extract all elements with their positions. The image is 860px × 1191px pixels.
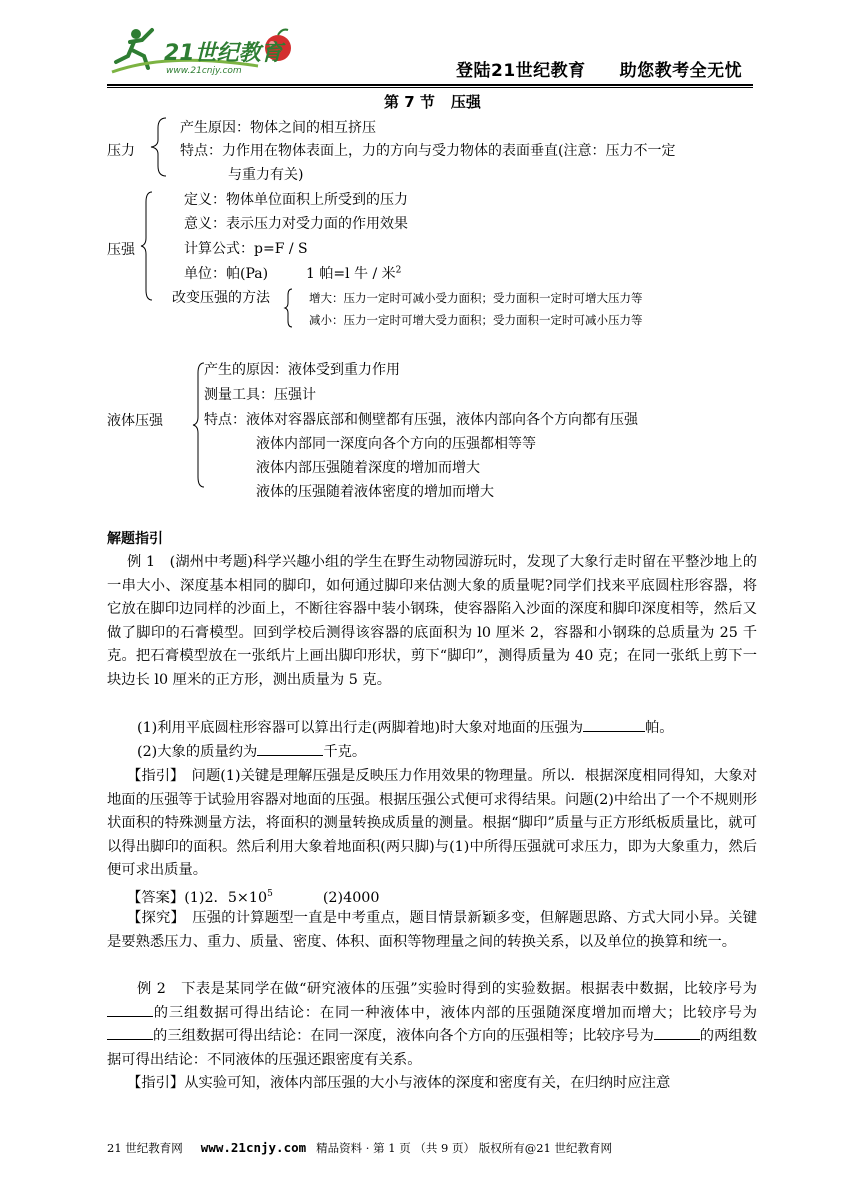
logo-url-text: www.21cnjy.com (166, 66, 242, 76)
question-2-unit: 千克。 (323, 744, 367, 760)
change-increase: 增大：压力一定时可减小受力面积；受力面积一定时可增大压力等 (309, 291, 643, 305)
hint-1-tag: 【指引】 (127, 768, 178, 784)
answer-blank-1[interactable] (583, 717, 645, 732)
section-title (384, 91, 481, 112)
answer-part-2: (2)4000 (322, 889, 380, 906)
question-1 (107, 717, 757, 741)
pressure-force-feature-2: 与重力有关) (228, 167, 304, 183)
brace-change-method (284, 287, 294, 329)
liquid-feature-1: 特点：液体对容器底部和侧壁都有压强，液体内部向各个方向都有压强 (204, 412, 638, 428)
pressure-definition: 定义：物体单位面积上所受到的压力 (184, 192, 408, 208)
hint-2 (107, 1072, 757, 1096)
footer-text: 精品资料 · 第 1 页 （共 9 页） 版权所有@21 世纪教育网 (316, 1141, 612, 1155)
logo-main-text: 21世纪教育 (164, 41, 283, 66)
pressure-formula: 计算公式：p=F / S (184, 241, 308, 257)
hint-2-text: 从实验可知，液体内部压强的大小与液体的深度和密度有关，在归纳时应注意 (184, 1075, 671, 1091)
liquid-cause: 产生的原因：液体受到重力作用 (204, 362, 400, 378)
answer-part-1: (1)2．5×10 (184, 889, 268, 906)
header-rule-thick (107, 84, 753, 86)
footer-url[interactable]: www.21cnjy.com (200, 1140, 307, 1155)
question-1-unit: 帕。 (645, 720, 674, 736)
brace-pressure (140, 190, 154, 302)
example-2-part-b: 的三组数据可得出结论：在同一种液体中，液体内部的压强随深度增加而增大；比较序号为 (153, 1004, 757, 1021)
example-2 (107, 978, 757, 1072)
section-name: 压强 (450, 93, 481, 111)
pressure-force-label: 压力 (107, 143, 135, 159)
pressure-force-cause: 产生原因：物体之间的相互挤压 (180, 120, 376, 136)
answer-blank-4[interactable] (107, 1025, 153, 1040)
change-decrease: 减小：压力一定时可增大受力面积；受力面积一定时可减小压力等 (309, 313, 643, 327)
example-2-part-a: 例 2 下表是某同学在做“研究液体的压强”实验时得到的实验数据。根据表中数据，比较序号为 (137, 981, 757, 997)
example-2-part-c: 的三组数据可得出结论：在同一深度，液体向各个方向的压强相等；比较序号为 (153, 1028, 654, 1045)
footer-site: 21 世纪教育网 (107, 1141, 183, 1155)
example-1: 例 1 (湖州中考题)科学兴趣小组的学生在野生动物园游玩时，发现了大象行走时留在平整沙地上的一串大小、深度基本相同的脚印，如何通过脚印来估测大象的质量呢?同学们找来平底圆柱形容器，将它放在脚印边同样的沙面上，不断往容器中装小钢珠，使容器陷入沙面的深度和脚印深度相等，然后又做了脚印的石膏模型。回到学校后测得该容器的底面积为 l0 厘米 2，容器和小钢珠的总质量为 25 千克。把石膏模型放在一张纸片上画出脚印形状，剪下“脚印”，测得质量为 40 克；在同一张纸上剪下一块边长 l0 厘米的正方形，测出质量为 5 克。 (107, 554, 757, 688)
question-2 (107, 741, 757, 765)
explore-tag: 【探究】 (127, 910, 178, 926)
answer-part-1-exp: 5 (267, 889, 273, 899)
answer-blank-2[interactable] (257, 741, 323, 756)
liquid-instrument: 测量工具：压强计 (204, 387, 316, 403)
change-pressure-method: 改变压强的方法 (172, 290, 270, 306)
explore-1 (107, 907, 757, 954)
slogan-right: 助您教考全无忧 (619, 61, 743, 81)
question-2-text: (2)大象的质量约为 (137, 744, 258, 760)
unit-conversion-text: 1 帕=l 牛 / 米 (306, 266, 396, 282)
question-1-text: (1)利用平底圆柱形容器可以算出行走(两脚着地)时大象对地面的压强为 (137, 720, 584, 736)
liquid-pressure-label: 液体压强 (107, 413, 163, 429)
answer-blank-5[interactable] (654, 1025, 700, 1040)
brace-pressure-force (148, 116, 168, 178)
hint-1 (107, 765, 757, 883)
header-rule-thin (107, 87, 753, 88)
slogan-left: 登陆21世纪教育 (456, 61, 586, 81)
unit-conversion-exp: 2 (395, 265, 402, 276)
guide-heading: 解题指引 (107, 531, 163, 547)
page-footer (107, 1140, 753, 1156)
hint-2-tag: 【指引】 (127, 1075, 185, 1091)
liquid-feature-3: 液体内部压强随着深度的增加而增大 (256, 460, 480, 476)
section-number: 第 7 节 (384, 93, 435, 111)
pressure-unit: 单位：帕(Pa) (184, 266, 269, 282)
hint-1-text: 问题(1)关键是理解压强是反映压力作用效果的物理量。所以．根据深度相同得知，大象对地面的压强等于试验用容器对地面的压强。根据压强公式便可求得结果。问题(2)中给出了一个不规则形状面积的特殊测量方法，将面积的测量转换成质量的测量。根据“脚印”质量与正方形纸板质量比，就可以得出脚印的面积。然后利用大象着地面积(两只脚)与(1)中所得压强就可求压力，即为大象重力，然后便可求出质量。 (107, 768, 758, 879)
pressure-force-feature-1: 特点：力作用在物体表面上，力的方向与受力物体的表面垂直(注意：压力不一定 (180, 143, 676, 159)
answer-tag: 【答案】 (127, 889, 185, 906)
explore-text: 压强的计算题型一直是中考重点，题目情景新颖多变，但解题思路、方式大同小异。关键是要熟悉压力、重力、质量、密度、体积、面积等物理量之间的转换关系，以及单位的换算和统一。 (107, 910, 757, 950)
site-logo (108, 22, 308, 84)
pressure-label: 压强 (107, 242, 135, 258)
example-2-part-d: 的两组数据可得出结论：不同液体的压强还跟密度有关系。 (107, 1028, 758, 1068)
header-slogan (456, 56, 742, 81)
pressure-meaning: 意义：表示压力对受力面的作用效果 (184, 216, 408, 232)
liquid-feature-2: 液体内部同一深度向各个方向的压强都相等等 (256, 436, 536, 452)
answer-blank-3[interactable] (107, 1002, 153, 1017)
liquid-feature-4: 液体的压强随着液体密度的增加而增大 (256, 484, 494, 500)
pressure-unit-conversion (306, 263, 401, 283)
